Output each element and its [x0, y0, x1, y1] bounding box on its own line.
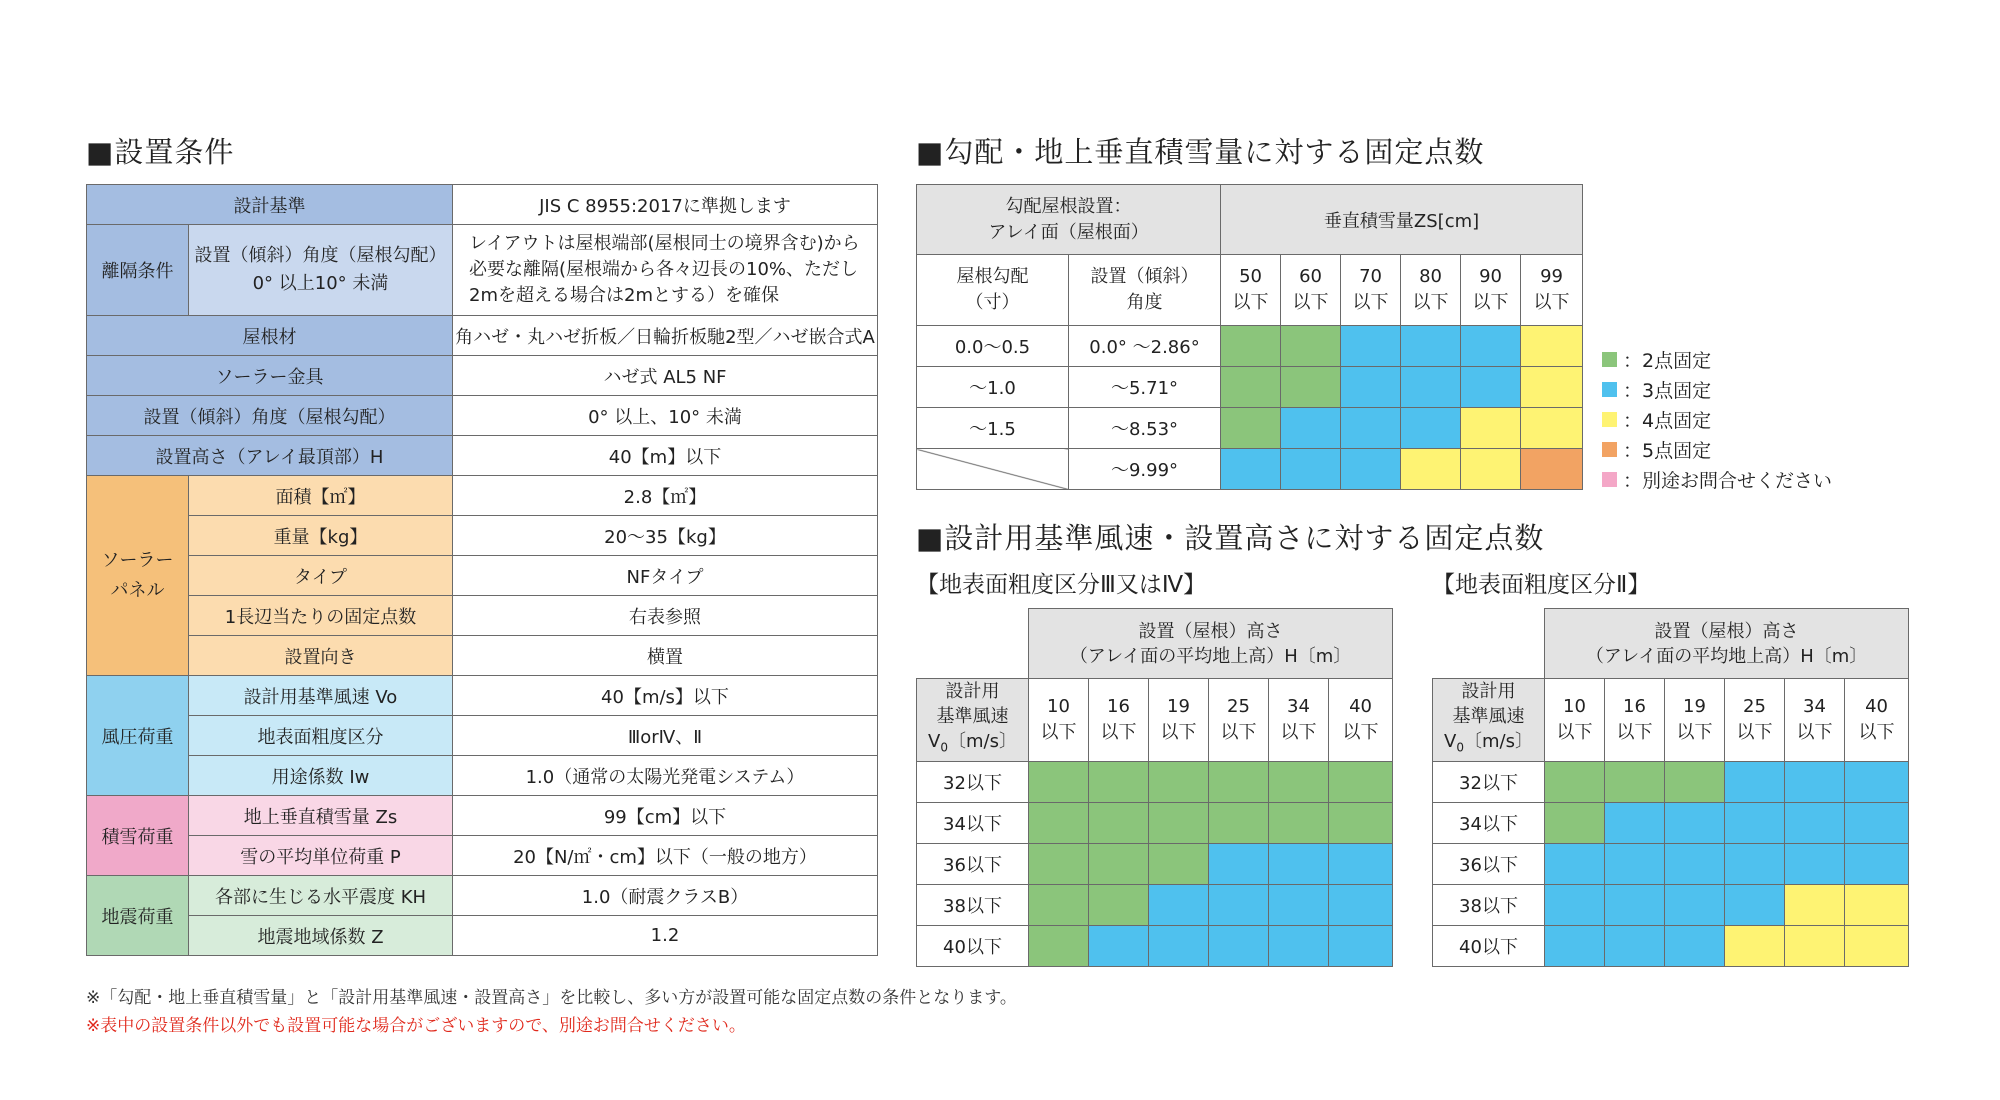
- cond-value: 1.0（耐震クラスB）: [453, 876, 878, 916]
- fix-point-cell: [1329, 802, 1393, 843]
- fix-point-cell: [1521, 408, 1583, 449]
- snow-corner-header: 勾配屋根設置： アレイ面（屋根面）: [917, 185, 1221, 255]
- fix-point-cell: [1545, 884, 1605, 925]
- fix-point-cell: [1785, 761, 1845, 802]
- wind-heading: ■設計用基準風速・設置高さに対する固定点数: [916, 521, 1545, 555]
- table-row: [917, 367, 1583, 408]
- wind-speed-cell: 32以下: [917, 761, 1029, 802]
- table-row: [917, 884, 1393, 925]
- fix-point-cell: [1461, 408, 1521, 449]
- legend-item: [1602, 374, 1832, 404]
- wind-speed-symbol: V: [928, 731, 941, 752]
- height-col-header: 40 以下: [1845, 679, 1909, 762]
- legend-item: [1602, 344, 1832, 374]
- height-col-header: 10 以下: [1029, 679, 1089, 762]
- cond-value: 2.8【㎡】: [453, 476, 878, 516]
- table-row: [87, 636, 878, 676]
- slope-cell: 0.0～0.5: [917, 326, 1069, 367]
- wind-speed-header: [917, 679, 1029, 762]
- wind-speed-header-label: 設計用 基準風速: [1452, 681, 1525, 727]
- cond-value: NFタイプ: [453, 556, 878, 596]
- wind-speed-header: [1433, 679, 1545, 762]
- cond-value: JIS C 8955:2017に準拠します: [453, 185, 878, 225]
- fix-point-cell: [1269, 802, 1329, 843]
- fix-point-cell: [1665, 843, 1725, 884]
- cond-value: 20【N/㎡・cm】以下（一般の地方）: [453, 836, 878, 876]
- legend-label: ：別途お問合せください: [1623, 469, 1833, 492]
- table-row: [87, 516, 878, 556]
- legend-label: ：3点固定: [1623, 379, 1712, 402]
- wind-speed-cell: 36以下: [1433, 843, 1545, 884]
- angle-cell: ～9.99°: [1069, 449, 1221, 490]
- fix-point-cell: [1221, 408, 1281, 449]
- table-row: [917, 255, 1583, 326]
- fix-point-cell: [1149, 884, 1209, 925]
- fix-point-cell: [1269, 761, 1329, 802]
- cond-value: 1.0（通常の太陽光発電システム）: [453, 756, 878, 796]
- wind-speed-cell: 40以下: [917, 925, 1029, 966]
- table-row: [87, 596, 878, 636]
- wind-speed-cell: 38以下: [1433, 884, 1545, 925]
- fix-point-cell: [1269, 925, 1329, 966]
- table-row: [1433, 609, 1909, 679]
- cond-label: 設置（傾斜）角度（屋根勾配）: [87, 396, 453, 436]
- fix-point-cell: [1785, 843, 1845, 884]
- table-row: [87, 916, 878, 956]
- fix-point-cell: [1269, 884, 1329, 925]
- height-col-header: 16 以下: [1089, 679, 1149, 762]
- blank-corner: [917, 609, 1029, 679]
- angle-cell: ～5.71°: [1069, 367, 1221, 408]
- wind-table-1-title: 【地表面粗度区分Ⅲ又はⅣ】: [916, 572, 1207, 598]
- wind-table-2: [1432, 608, 1909, 967]
- group-label: 地震荷重: [87, 876, 189, 956]
- wind-speed-unit: 〔m/s〕: [947, 731, 1017, 752]
- fix-point-cell: [1725, 802, 1785, 843]
- table-row: [917, 925, 1393, 966]
- fix-point-cell: [1665, 761, 1725, 802]
- wind-speed-header-label: 設計用 基準風速: [936, 681, 1009, 727]
- height-col-header: 25 以下: [1209, 679, 1269, 762]
- fix-point-cell: [1785, 802, 1845, 843]
- snow-heading: ■勾配・地上垂直積雪量に対する固定点数: [916, 135, 1485, 169]
- snow-col-header: 80 以下: [1401, 255, 1461, 326]
- wind-speed-subscript: 0: [940, 740, 948, 755]
- fix-point-cell: [1725, 884, 1785, 925]
- wind-speed-cell: 34以下: [1433, 802, 1545, 843]
- wind-speed-cell: 38以下: [917, 884, 1029, 925]
- fix-point-cell: [1089, 925, 1149, 966]
- cond-label: 設置向き: [189, 636, 453, 676]
- table-row: [917, 326, 1583, 367]
- snow-col-group-header: 垂直積雪量ZS[cm]: [1221, 185, 1583, 255]
- legend-swatch: [1602, 472, 1617, 487]
- slope-cell: [917, 449, 1069, 490]
- angle-cell: 0.0° ～2.86°: [1069, 326, 1221, 367]
- fix-point-cell: [1401, 326, 1461, 367]
- cond-label: 用途係数 Iw: [189, 756, 453, 796]
- table-row: [87, 225, 878, 316]
- fix-point-cell: [1521, 326, 1583, 367]
- fix-point-cell: [1149, 925, 1209, 966]
- wind-speed-unit: 〔m/s〕: [1463, 731, 1533, 752]
- cond-value: 20～35【kg】: [453, 516, 878, 556]
- fix-point-cell: [1329, 884, 1393, 925]
- table-row: [87, 185, 878, 225]
- fix-point-cell: [1281, 449, 1341, 490]
- table-row: [87, 316, 878, 356]
- cond-value: 右表参照: [453, 596, 878, 636]
- legend-label: ：5点固定: [1623, 439, 1712, 462]
- legend-swatch: [1602, 352, 1617, 367]
- table-row: [87, 476, 878, 516]
- cond-value: 1.2: [453, 916, 878, 956]
- height-col-header: 10 以下: [1545, 679, 1605, 762]
- table-row: [917, 679, 1393, 762]
- cond-label: 各部に生じる水平震度 KH: [189, 876, 453, 916]
- cond-label: タイプ: [189, 556, 453, 596]
- fix-point-cell: [1341, 326, 1401, 367]
- comparison-note: ※「勾配・地上垂直積雪量」と「設計用基準風速・設置高さ」を比較し、多い方が設置可能な固定点数の条件となります。: [86, 988, 1017, 1008]
- blank-corner: [1433, 609, 1545, 679]
- cond-label: 雪の平均単位荷重 P: [189, 836, 453, 876]
- snow-col-header: 99 以下: [1521, 255, 1583, 326]
- table-row: [1433, 884, 1909, 925]
- wind-speed-cell: 34以下: [917, 802, 1029, 843]
- conditions-table: [86, 184, 878, 956]
- fix-point-cell: [1221, 449, 1281, 490]
- fix-point-cell: [1545, 802, 1605, 843]
- table-row: [1433, 843, 1909, 884]
- cond-value: 0° 以上、10° 未満: [453, 396, 878, 436]
- table-row: [87, 716, 878, 756]
- fix-point-cell: [1845, 843, 1909, 884]
- fix-point-cell: [1029, 884, 1089, 925]
- legend-item: [1602, 404, 1832, 434]
- fix-point-cell: [1605, 925, 1665, 966]
- table-row: [87, 796, 878, 836]
- slope-header: 屋根勾配 （寸）: [917, 255, 1069, 326]
- fix-point-cell: [1461, 326, 1521, 367]
- fix-point-cell: [1725, 761, 1785, 802]
- legend-swatch: [1602, 442, 1617, 457]
- cond-label: 1長辺当たりの固定点数: [189, 596, 453, 636]
- cond-label: 地震地域係数 Z: [189, 916, 453, 956]
- cond-value: ⅢorⅣ、Ⅱ: [453, 716, 878, 756]
- fix-point-cell: [1845, 925, 1909, 966]
- slope-cell: ～1.0: [917, 367, 1069, 408]
- cond-label: 面積【㎡】: [189, 476, 453, 516]
- snow-col-header: 50 以下: [1221, 255, 1281, 326]
- fix-point-cell: [1209, 843, 1269, 884]
- fix-point-cell: [1029, 925, 1089, 966]
- fix-point-cell: [1665, 925, 1725, 966]
- fix-point-cell: [1845, 884, 1909, 925]
- fix-point-cell: [1605, 802, 1665, 843]
- fix-point-cell: [1221, 367, 1281, 408]
- fix-point-cell: [1665, 802, 1725, 843]
- table-row: [87, 756, 878, 796]
- fix-point-cell: [1401, 449, 1461, 490]
- fix-point-cell: [1605, 843, 1665, 884]
- fix-point-cell: [1209, 802, 1269, 843]
- fix-point-cell: [1785, 884, 1845, 925]
- legend-item: [1602, 434, 1832, 464]
- fix-point-cell: [1149, 843, 1209, 884]
- fix-point-cell: [1281, 408, 1341, 449]
- cond-label: 設計用基準風速 Vo: [189, 676, 453, 716]
- angle-header: 設置（傾斜） 角度: [1069, 255, 1221, 326]
- fix-point-cell: [1725, 925, 1785, 966]
- cond-value: 99【cm】以下: [453, 796, 878, 836]
- legend-item: [1602, 464, 1832, 494]
- fix-point-cell: [1785, 925, 1845, 966]
- height-col-header: 40 以下: [1329, 679, 1393, 762]
- legend-label: ：2点固定: [1623, 349, 1712, 372]
- snow-col-header: 60 以下: [1281, 255, 1341, 326]
- table-row: [87, 556, 878, 596]
- fix-point-cell: [1029, 843, 1089, 884]
- cond-label: 地上垂直積雪量 Zs: [189, 796, 453, 836]
- table-row: [917, 185, 1583, 255]
- fix-point-cell: [1089, 843, 1149, 884]
- fix-point-cell: [1461, 367, 1521, 408]
- contact-note: ※表中の設置条件以外でも設置可能な場合がございますので、別途お問合せください。: [86, 1016, 746, 1036]
- fix-point-cell: [1209, 884, 1269, 925]
- cond-label: 屋根材: [87, 316, 453, 356]
- cond-value: 横置: [453, 636, 878, 676]
- table-row: [917, 843, 1393, 884]
- fix-point-cell: [1401, 367, 1461, 408]
- wind-speed-cell: 36以下: [917, 843, 1029, 884]
- cond-value: 40【m】以下: [453, 436, 878, 476]
- snow-col-header: 70 以下: [1341, 255, 1401, 326]
- table-row: [917, 802, 1393, 843]
- table-row: [87, 436, 878, 476]
- fix-point-cell: [1089, 802, 1149, 843]
- table-row: [87, 356, 878, 396]
- fix-point-cell: [1329, 761, 1393, 802]
- conditions-heading: ■設置条件: [86, 135, 235, 169]
- fix-point-cell: [1209, 925, 1269, 966]
- wind-speed-cell: 40以下: [1433, 925, 1545, 966]
- wind-table-1: [916, 608, 1393, 967]
- snow-table: [916, 184, 1583, 490]
- table-row: [1433, 679, 1909, 762]
- cond-label: ソーラー金具: [87, 356, 453, 396]
- fix-point-cell: [1341, 449, 1401, 490]
- fix-point-cell: [1605, 761, 1665, 802]
- fix-point-cell: [1845, 761, 1909, 802]
- height-col-header: 34 以下: [1785, 679, 1845, 762]
- fix-point-cell: [1725, 843, 1785, 884]
- legend-swatch: [1602, 382, 1617, 397]
- cond-label: 重量【kg】: [189, 516, 453, 556]
- fix-point-cell: [1281, 367, 1341, 408]
- height-col-header: 19 以下: [1665, 679, 1725, 762]
- fix-point-cell: [1341, 367, 1401, 408]
- snow-col-header: 90 以下: [1461, 255, 1521, 326]
- legend-swatch: [1602, 412, 1617, 427]
- cond-label: 設置（傾斜）角度（屋根勾配） 0° 以上10° 未満: [189, 225, 453, 316]
- table-row: [1433, 802, 1909, 843]
- fix-point-cell: [1329, 843, 1393, 884]
- fix-point-cell: [1521, 367, 1583, 408]
- cond-value: 角ハゼ・丸ハゼ折板／日輪折板馳2型／ハゼ嵌合式A: [453, 316, 878, 356]
- slope-cell: ～1.5: [917, 408, 1069, 449]
- wind-speed-cell: 32以下: [1433, 761, 1545, 802]
- fix-point-cell: [1341, 408, 1401, 449]
- fix-point-cell: [1029, 802, 1089, 843]
- fix-point-cell: [1665, 884, 1725, 925]
- fix-point-cell: [1209, 761, 1269, 802]
- cond-value: 40【m/s】以下: [453, 676, 878, 716]
- fix-point-cell: [1221, 326, 1281, 367]
- table-row: [1433, 925, 1909, 966]
- cond-value: ハゼ式 AL5 NF: [453, 356, 878, 396]
- fix-point-cell: [1401, 408, 1461, 449]
- group-label: ソーラー パネル: [87, 476, 189, 676]
- height-col-header: 19 以下: [1149, 679, 1209, 762]
- wind-speed-subscript: 0: [1456, 740, 1464, 755]
- fix-point-cell: [1329, 925, 1393, 966]
- fix-point-cell: [1545, 761, 1605, 802]
- angle-cell: ～8.53°: [1069, 408, 1221, 449]
- height-col-header: 34 以下: [1269, 679, 1329, 762]
- table-row: [87, 876, 878, 916]
- table-row: [87, 836, 878, 876]
- fix-point-cell: [1269, 843, 1329, 884]
- height-col-group-header: 設置（屋根）高さ （アレイ面の平均地上高）H〔m〕: [1029, 609, 1393, 679]
- fix-point-cell: [1461, 449, 1521, 490]
- table-row: [917, 449, 1583, 490]
- table-row: [87, 396, 878, 436]
- group-label: 風圧荷重: [87, 676, 189, 796]
- cond-value: レイアウトは屋根端部(屋根同士の境界含む)から必要な離隔(屋根端から各々辺長の10%、ただし2mを超える場合は2mとする）を確保: [453, 225, 878, 316]
- fix-point-cell: [1521, 449, 1583, 490]
- table-row: [87, 676, 878, 716]
- legend: [1602, 344, 1832, 494]
- fix-point-cell: [1149, 802, 1209, 843]
- table-row: [1433, 761, 1909, 802]
- height-col-group-header: 設置（屋根）高さ （アレイ面の平均地上高）H〔m〕: [1545, 609, 1909, 679]
- legend-label: ：4点固定: [1623, 409, 1712, 432]
- fix-point-cell: [1281, 326, 1341, 367]
- group-label: 離隔条件: [87, 225, 189, 316]
- cond-label: 設置高さ（アレイ最頂部）H: [87, 436, 453, 476]
- fix-point-cell: [1029, 761, 1089, 802]
- table-row: [917, 408, 1583, 449]
- table-row: [917, 761, 1393, 802]
- group-label: 積雪荷重: [87, 796, 189, 876]
- cond-label: 設計基準: [87, 185, 453, 225]
- fix-point-cell: [1845, 802, 1909, 843]
- fix-point-cell: [1089, 761, 1149, 802]
- fix-point-cell: [1149, 761, 1209, 802]
- cond-label: 地表面粗度区分: [189, 716, 453, 756]
- table-row: [917, 609, 1393, 679]
- wind-table-2-title: 【地表面粗度区分Ⅱ】: [1432, 572, 1651, 598]
- fix-point-cell: [1089, 884, 1149, 925]
- fix-point-cell: [1545, 925, 1605, 966]
- fix-point-cell: [1545, 843, 1605, 884]
- wind-speed-symbol: V: [1444, 731, 1457, 752]
- height-col-header: 16 以下: [1605, 679, 1665, 762]
- height-col-header: 25 以下: [1725, 679, 1785, 762]
- fix-point-cell: [1605, 884, 1665, 925]
